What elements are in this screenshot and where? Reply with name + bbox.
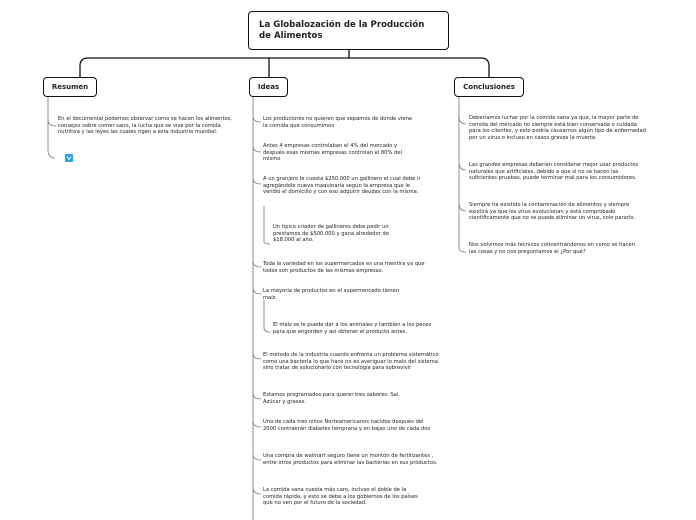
conclusion-item[interactable]: Deberíamos luchar por la comida sana ya que, la mayor parte de comida del mercado no siempre está bien conservada o cuidada para los clientes, y esto podría causarnos algún tipo de enfermedad por un virus o incluso en casos graves la muerte. [469,115,646,141]
conclusion-item[interactable]: Siempre ha existido la contaminación de alimentos y siempre existirá ya que los virus evolucionan y está comprobado científicamente que no se puede eliminar un virus, solo pararlo. [469,202,636,222]
conclusion-item[interactable]: Nos volvimos más técnicos concentrándonos en como se hacen las cosas y no nos preguntamos el ¿Por qué? [469,242,635,255]
idea-item[interactable]: El método de la industria cuando enfrenta un problema sistemático como una bacteria lo que hace no es averiguar lo malo del sistema sino tratar de solucionarlo con tecnología para sobrevivir [263,352,439,372]
branch-resumen-label: Resumen [51,83,89,91]
root-title: La Globalozación de la Producción de Alimentos [259,20,425,41]
expand-icon[interactable] [65,154,73,162]
resumen-item[interactable]: En el documental podemos observar como se hacen los alimentos, consejos sobre comer sano, la lucha que se vive por la comida nutritiva y las leyes las cuales rigen a esta industria mundial. [58,116,233,136]
branch-conclusiones-label: Conclusiones [463,83,515,91]
idea-subitem[interactable]: Un típico criador de gallineros debe pedir un prestamos de $500.000 y gana alrededor de $18.000 al año. [273,224,389,244]
idea-item[interactable]: Uno de cada tres niños Norteamericanos nacidos después del 2000 contraerán diabetes temprana y en bajas uno de cada dos [263,419,431,432]
idea-item[interactable]: Toda la variedad en los supermercados es una mentira ya que todos son productos de las mismas empresas. [263,261,425,274]
root-topic[interactable] [248,11,449,50]
idea-item[interactable]: A un granjero le cuesta $250.000 un gallinero el cual debe ir agregándole nueva maquinaria según la empresa que le vendió el domicilio y con eso adquirir deudas con la misma. [263,176,421,196]
branch-ideas-label: Ideas [257,83,280,91]
idea-subitem[interactable]: El maíz se le puede dar a los animales y también a los peces para que engorden y así obtener el producto antes. [273,322,432,335]
idea-item[interactable]: Una compra de walmart seguro tiene un montón de fertilizantes , entre otros productos para eliminar las bacterias en sus productos. [263,453,438,466]
conclusion-item[interactable]: Las grandes empresas deberían considerar mejor usar productos naturales que artificiales, debido a que si no se hacen las suficientes pruebas, puede terminar mal para los consumidores. [469,162,639,182]
idea-item[interactable]: La mayoría de productos en el supermercado tienen maíz. [263,288,399,301]
idea-item[interactable]: La comida sana cuesta más caro, incluso el doble de la comida rápida, y esto se debe a los gobiernos de los países que no ven por el futuro de la sociedad. [263,487,418,507]
branch-conclusiones[interactable] [454,77,524,97]
branch-resumen[interactable] [43,77,97,97]
idea-item[interactable]: Antes 4 empresas controlaban el 4% del mercado y después esas mismas empresas controlan el 80% del mismo [263,143,402,163]
idea-item[interactable]: Estamos programados para querer tres sabores: Sal, Azúcar y grasas. [263,392,400,405]
branch-ideas[interactable] [249,77,288,97]
idea-item[interactable]: Los productores no quieren que sepamos de donde viene la comida que consumimos [263,116,413,129]
